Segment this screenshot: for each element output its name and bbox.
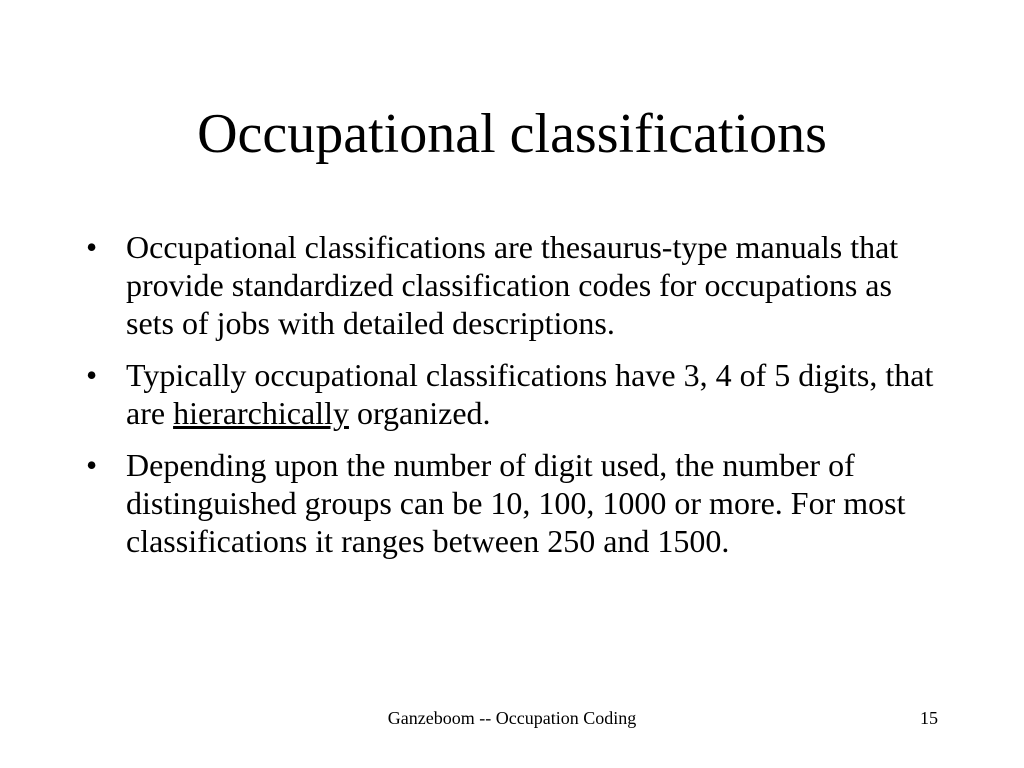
bullet-text: Typically occupational classifications have 3, 4 of 5 digits, that are <box>126 357 934 431</box>
bullet-item <box>86 356 946 432</box>
page-number: 15 <box>920 708 938 728</box>
bullet-list <box>86 228 946 574</box>
underlined-term: hierarchically <box>173 395 349 431</box>
bullet-item <box>86 446 946 560</box>
bullet-marker: • <box>86 357 98 393</box>
bullet-text: Depending upon the number of digit used, the number of distinguished groups can be 10, 100, 1000 or more. For most classifications it ranges between 250 and 1500. <box>126 447 906 559</box>
bullet-item <box>86 228 946 342</box>
footer-text: Ganzeboom -- Occupation Coding <box>387 708 637 728</box>
slide-title: Occupational classifications <box>197 103 827 165</box>
bullet-marker: • <box>86 229 98 265</box>
bullet-text: Occupational classifications are thesaurus-type manuals that provide standardized classification codes for occupations as sets of jobs with detailed descriptions. <box>126 229 899 341</box>
bullet-text-end: organized. <box>348 395 491 431</box>
bullet-marker: • <box>86 447 98 483</box>
